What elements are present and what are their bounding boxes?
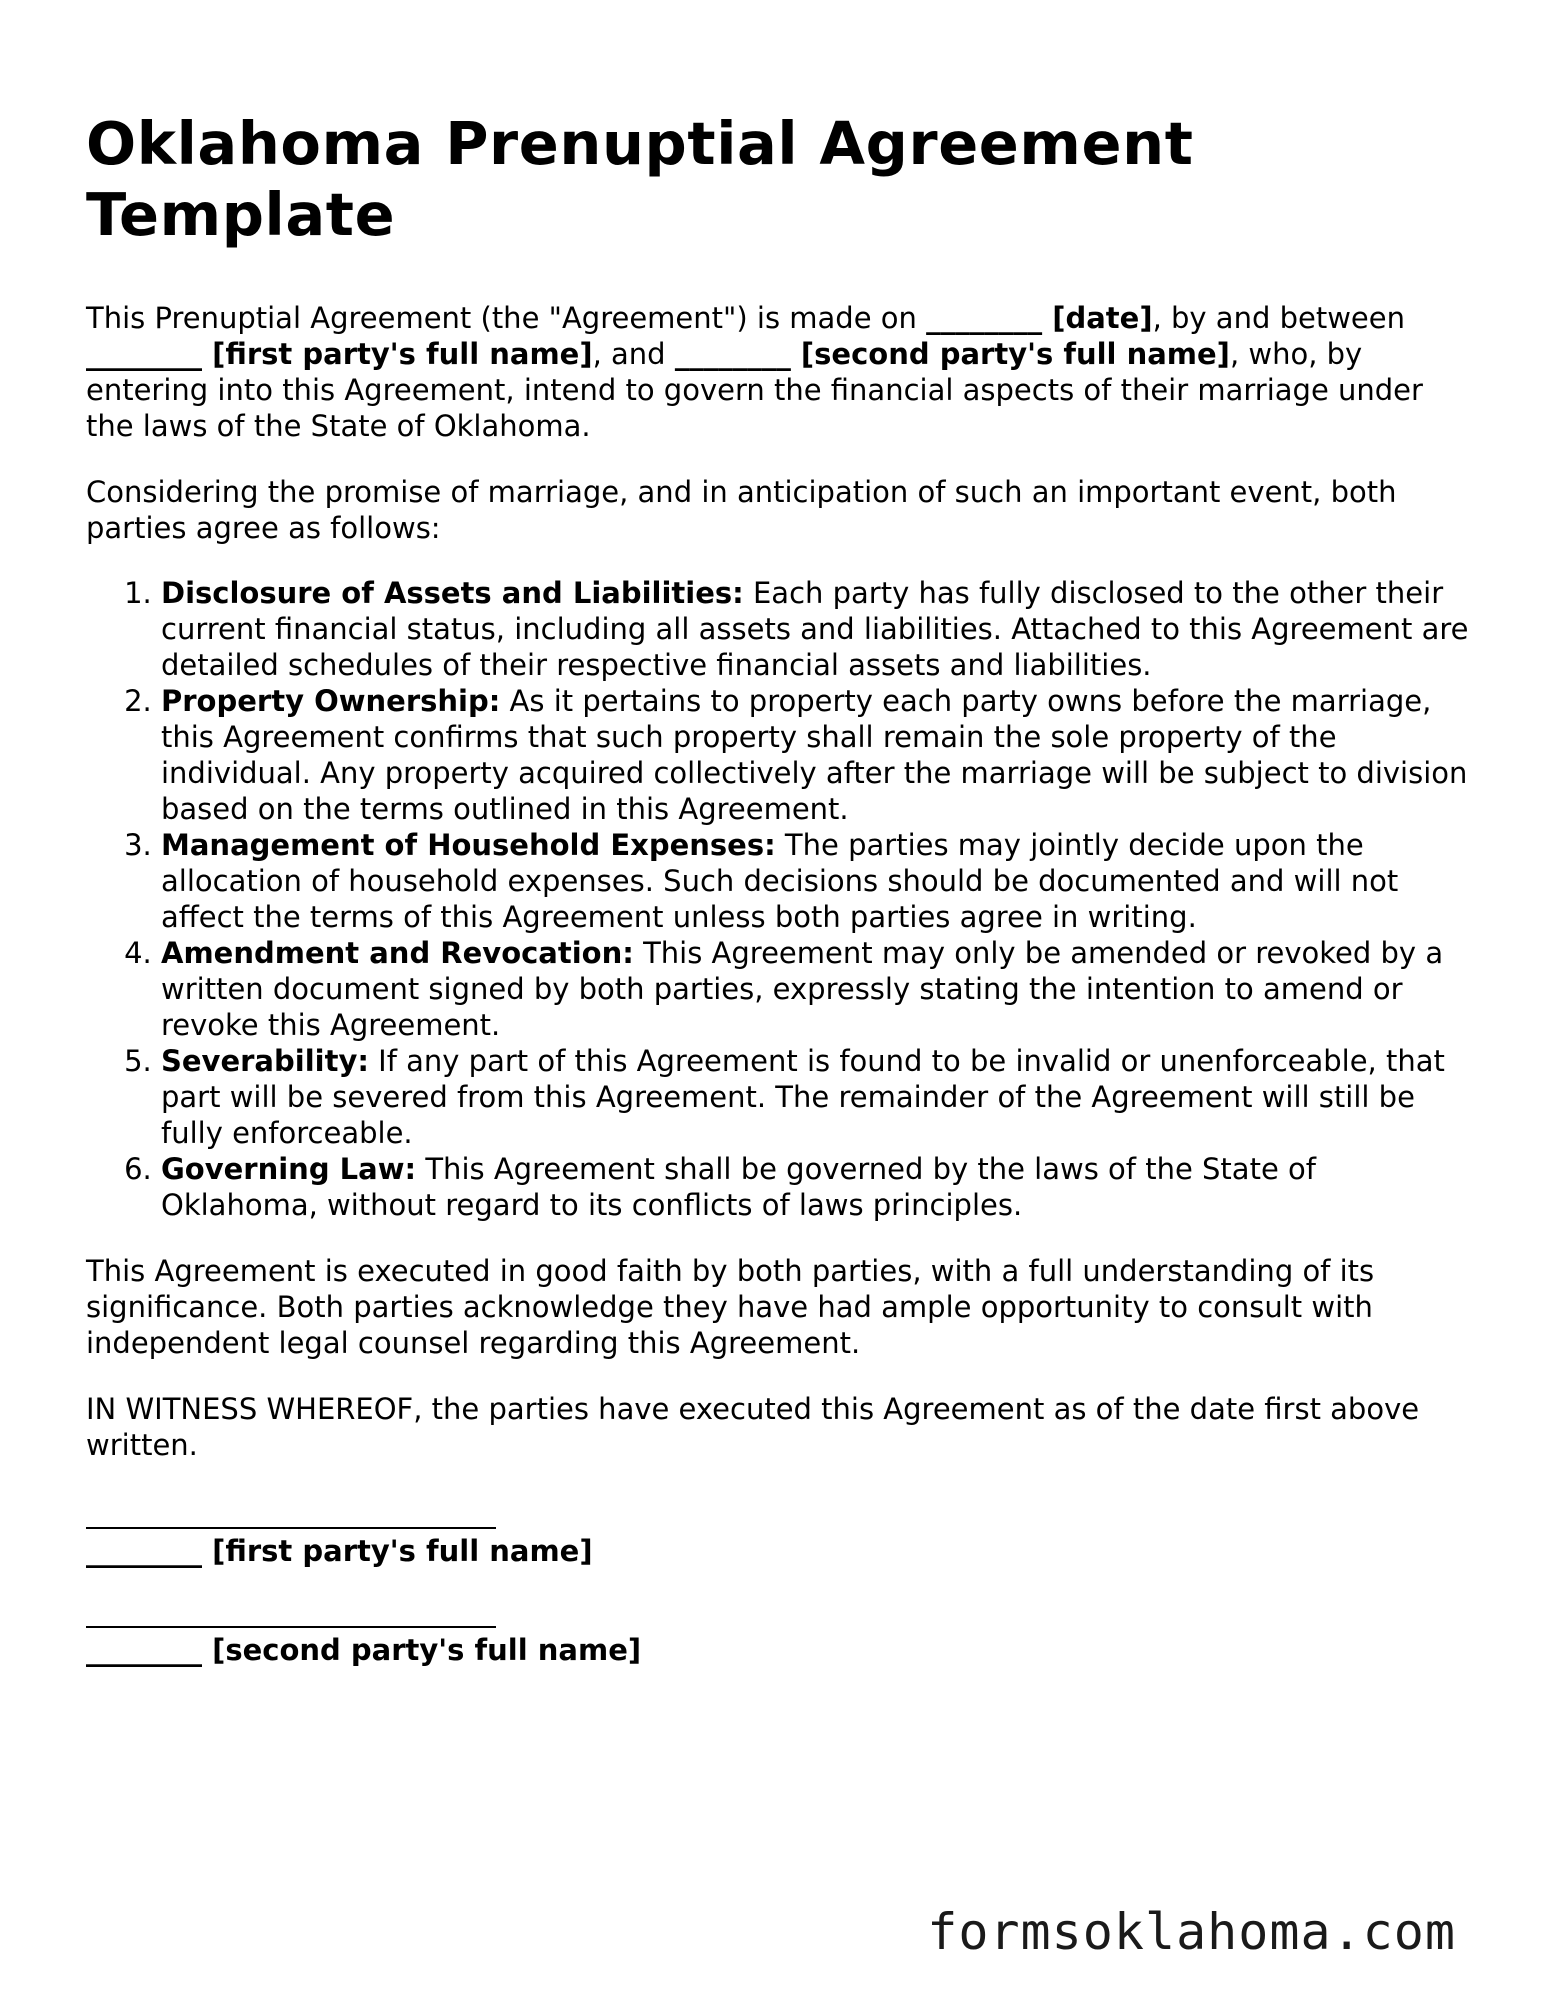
signature-line — [86, 1600, 496, 1628]
term-text: This Agreement shall be governed by the laws of the State of Oklahoma, without regard to its conflicts of laws principles. — [161, 1152, 1316, 1222]
term-heading: Governing Law: — [161, 1152, 417, 1186]
intro-text-1: This Prenuptial Agreement (the "Agreement") is made on — [86, 301, 927, 335]
term-heading: Management of Household Expenses: — [161, 828, 776, 862]
term-text: If any part of this Agreement is found to be invalid or unenforceable, that part will be severed from this Agreement. The remainder of the Agreement will still be fully enforceable. — [161, 1044, 1445, 1150]
closing-paragraph: This Agreement is executed in good faith by both parties, with a full understanding of its significance. Both parties acknowledge they have had ample opportunity to consult with independent legal counsel regarding this Agreement. — [86, 1254, 1375, 1360]
document-page — [86, 108, 1476, 1668]
term-text: Each party has fully disclosed to the other their current financial status, including all assets and liabilities. Attached to this Agreement are detailed schedules of their respective financial assets and liabilities. — [161, 576, 1469, 682]
witness-paragraph: IN WITNESS WHEREOF, the parties have executed this Agreement as of the date first above written. — [86, 1392, 1420, 1462]
term-heading: Severability: — [161, 1044, 369, 1078]
intro-paragraph — [86, 300, 1476, 444]
signature-name-second: ________ [second party's full name] — [86, 1633, 642, 1667]
term-heading: Property Ownership: — [161, 684, 501, 718]
term-item — [161, 935, 1476, 1043]
terms-list — [86, 575, 1476, 1223]
term-item — [161, 1151, 1476, 1223]
intro-text-3: , and — [592, 337, 675, 371]
term-item — [161, 827, 1476, 935]
term-text: As it pertains to property each party owns before the marriage, this Agreement confirms that such property shall remain the sole property of the individual. Any property acquired collectively after the marriage will be subject to division based on the terms outlined in this Agreement. — [161, 684, 1468, 826]
term-text: This Agreement may only be amended or revoked by a written document signed by both parties, expressly stating the intention to amend or revoke this Agreement. — [161, 936, 1444, 1042]
signature-block-second — [86, 1600, 1476, 1668]
page-title: Oklahoma Prenuptial Agreement Template — [86, 109, 1194, 249]
term-heading: Disclosure of Assets and Liabilities: — [161, 576, 744, 610]
term-item — [161, 575, 1476, 683]
intro-text-2: , by and between — [1152, 301, 1405, 335]
date-blank: ________ [date] — [926, 301, 1153, 335]
signature-block-first — [86, 1501, 1476, 1569]
term-item — [161, 683, 1476, 827]
footer-site-name: formsoklahoma.com — [927, 1903, 1456, 1961]
signature-line — [86, 1501, 496, 1529]
intro-text-4: , who, by entering into this Agreement, intend to govern the financial aspects of their marriage under the laws of the State of Oklahoma. — [86, 337, 1423, 443]
term-item — [161, 1043, 1476, 1151]
first-party-blank: ________ [first party's full name] — [86, 337, 593, 371]
term-heading: Amendment and Revocation: — [161, 936, 634, 970]
signature-name-first: ________ [first party's full name] — [86, 1534, 593, 1568]
second-party-blank: ________ [second party's full name] — [674, 337, 1230, 371]
term-text: The parties may jointly decide upon the allocation of household expenses. Such decisions should be documented and will not affect the terms of this Agreement unless both parties agree in writing. — [161, 828, 1399, 934]
consider-paragraph: Considering the promise of marriage, and in anticipation of such an important event, both parties agree as follows: — [86, 475, 1397, 545]
